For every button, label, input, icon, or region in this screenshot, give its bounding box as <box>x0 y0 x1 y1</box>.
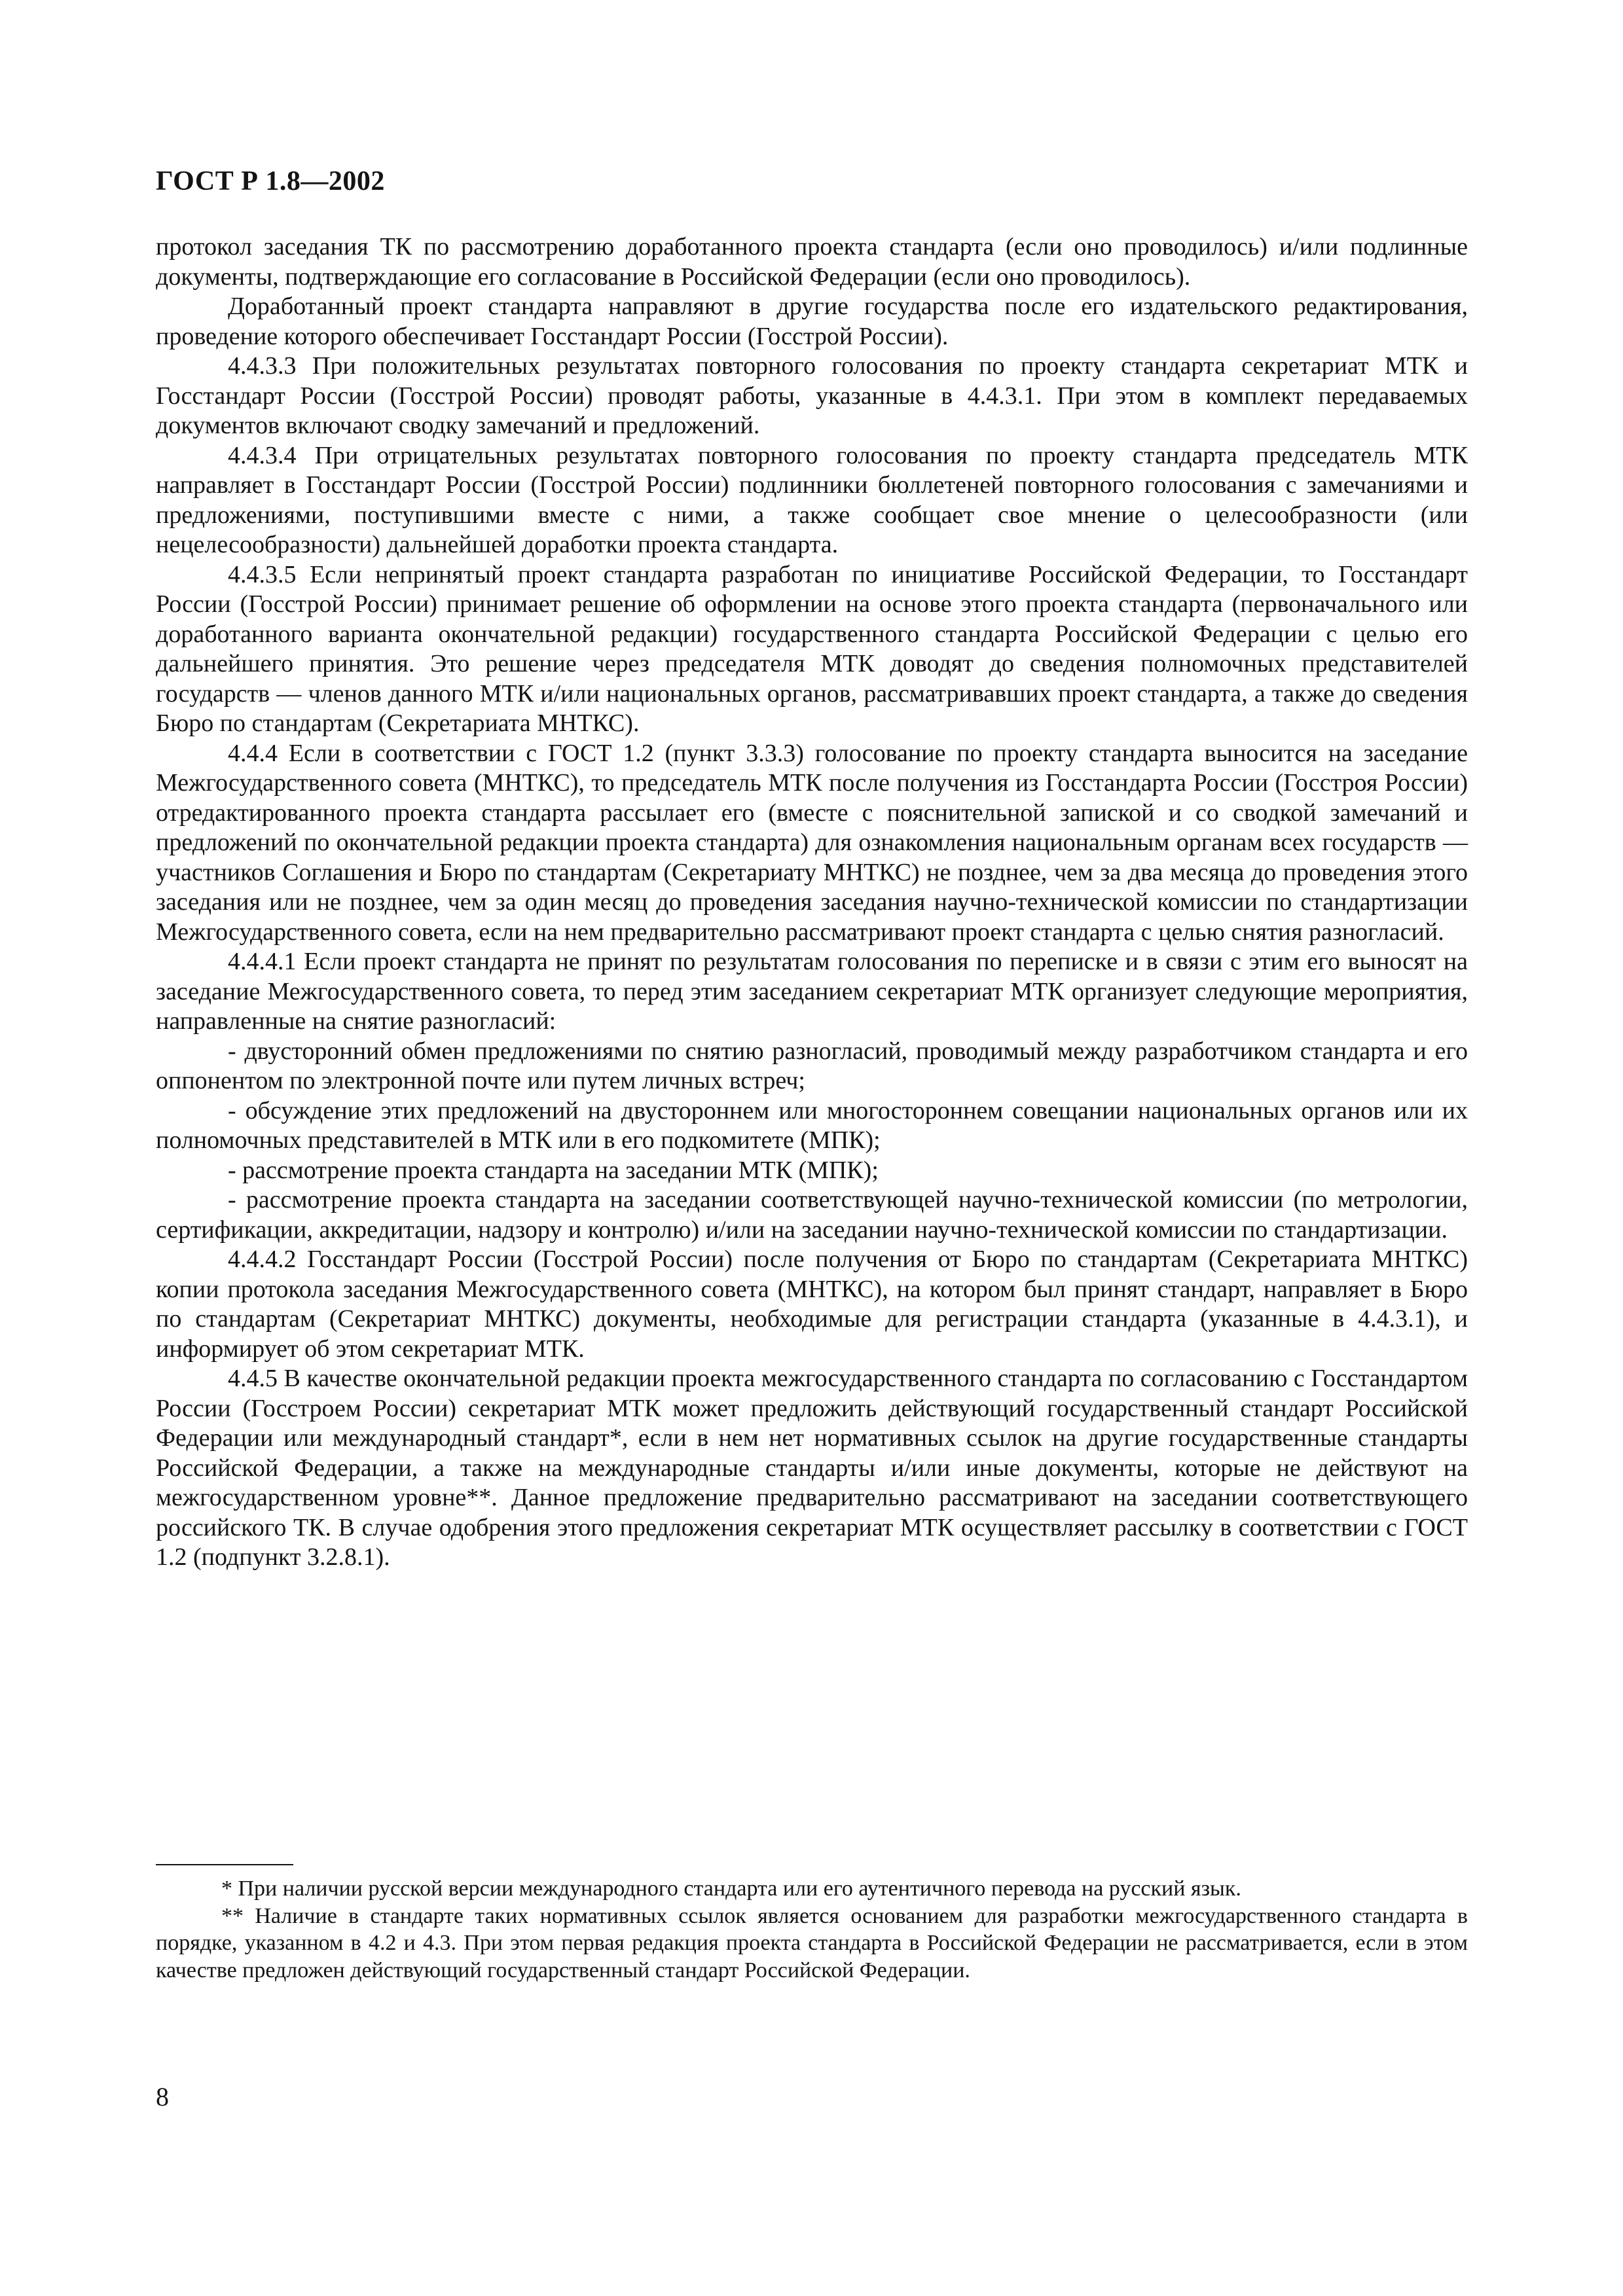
document-header: ГОСТ Р 1.8—2002 <box>156 166 385 196</box>
clause-4-4-4-1: 4.4.4.1 Если проект стандарта не принят по результатам голосования по переписке и в связи с этим его выносят на заседание Межгосударственного совета, то перед этим заседанием секретариат МТК организует следующие мероприятия, направленные на снятие разногласий: <box>156 948 1468 1035</box>
list-item: - рассмотрение проекта стандарта на заседании МТК (МПК); <box>228 1156 879 1184</box>
paragraph: Доработанный проект стандарта направляют в другие государства после его издательского редактирования, проведение которого обеспечивает Госстандарт России (Госстрой России). <box>156 293 1468 350</box>
footnote-1: * При наличии русской версии международного стандарта или его аутентичного перевода на русский язык. <box>221 1876 1241 1901</box>
footnote-2: ** Наличие в стандарте таких нормативных ссылок является основанием для разработки межгосударственного стандарта в порядке, указанном в 4.2 и 4.3. При этом первая редакция проекта стандарта в Российской Федерации не рассматривается, если в этом качестве предложен действующий государственный стандарт Российской Федерации. <box>156 1903 1468 1982</box>
list-item: - рассмотрение проекта стандарта на заседании соответствующей научно-технической комиссии (по метрологии, сертификации, аккредитации, надзору и контролю) и/или на заседании научно-технической комиссии по стандартизации. <box>156 1186 1468 1244</box>
page-number: 8 <box>156 2082 169 2111</box>
footnotes <box>156 1875 1468 1984</box>
footnote-divider <box>156 1864 293 1865</box>
list-item: - обсуждение этих предложений на двустороннем или многостороннем совещании национальных органов или их полномочных представителей в МТК или в его подкомитете (МПК); <box>156 1096 1468 1154</box>
clause-4-4-3-5: 4.4.3.5 Если непринятый проект стандарта разработан по инициативе Российской Федерации, то Госстандарт России (Госстрой России) принимает решение об оформлении на основе этого проекта стандарта (первоначального или доработанного варианта окончательной редакции) государственного стандарта Российской Федерации с целью его дальнейшего принятия. Это решение через председателя МТК доводят до сведения полномочных представителей государств — членов данного МТК и/или национальных органов, рассматривавших проект стандарта, а также до сведения Бюро по стандартам (Секретариата МНТКС). <box>156 560 1468 737</box>
body-text <box>156 232 1468 1573</box>
clause-4-4-5: 4.4.5 В качестве окончательной редакции проекта межгосударственного стандарта по согласованию с Госстандартом России (Госстроем России) секретариат МТК может предложить действующий государственный стандарт Российской Федерации или международный стандарт*, если в нем нет нормативных ссылок на другие государственные стандарты Российской Федерации, а также на международные стандарты и/или иные документы, которые не действуют на межгосударственном уровне**. Данное предложение предварительно рассматривают на заседании соответствующего российского ТК. В случае одобрения этого предложения секретариат МТК осуществляет рассылку в соответствии с ГОСТ 1.2 (подпункт 3.2.8.1). <box>156 1365 1468 1571</box>
list-item: - двусторонний обмен предложениями по снятию разногласий, проводимый между разработчиком стандарта и его оппонентом по электронной почте или путем личных встреч; <box>156 1037 1468 1094</box>
clause-4-4-3-4: 4.4.3.4 При отрицательных результатах повторного голосования по проекту стандарта председатель МТК направляет в Госстандарт России (Госстрой России) подлинники бюллетеней повторного голосования с замечаниями и предложениями, поступившими вместе с ними, а также сообщает свое мнение о целесообразности (или нецелесообразности) дальнейшей доработки проекта стандарта. <box>156 441 1468 558</box>
clause-4-4-4: 4.4.4 Если в соответствии с ГОСТ 1.2 (пункт 3.3.3) голосование по проекту стандарта выносится на заседание Межгосударственного совета (МНТКС), то председатель МТК после получения из Госстандарта России (Госстроя России) отредактированного проекта стандарта рассылает его (вместе с пояснительной запиской и со сводкой замечаний и предложений по окончательной редакции проекта стандарта) для ознакомления национальным органам всех государств — участников Соглашения и Бюро по стандартам (Секретариату МНТКС) не позднее, чем за два месяца до проведения этого заседания или не позднее, чем за один месяц до проведения заседания научно-технической комиссии по стандартизации Межгосударственного совета, если на нем предварительно рассматривают проект стандарта с целью снятия разногласий. <box>156 739 1468 946</box>
clause-4-4-4-2: 4.4.4.2 Госстандарт России (Госстрой России) после получения от Бюро по стандартам (Секретариата МНТКС) копии протокола заседания Межгосударственного совета (МНТКС), на котором был принят стандарт, направляет в Бюро по стандартам (Секретариат МНТКС) документы, необходимые для регистрации стандарта (указанные в 4.4.3.1), и информирует об этом секретариат МТК. <box>156 1246 1468 1363</box>
clause-4-4-3-3: 4.4.3.3 При положительных результатах повторного голосования по проекту стандарта секретариат МТК и Госстандарт России (Госстрой России) проводят работы, указанные в 4.4.3.1. При этом в комплект передаваемых документов включают сводку замечаний и предложений. <box>156 352 1468 439</box>
paragraph-continuation: протокол заседания ТК по рассмотрению доработанного проекта стандарта (если оно проводилось) и/или подлинные документы, подтверждающие его согласование в Российской Федерации (если оно проводилось). <box>156 233 1468 291</box>
